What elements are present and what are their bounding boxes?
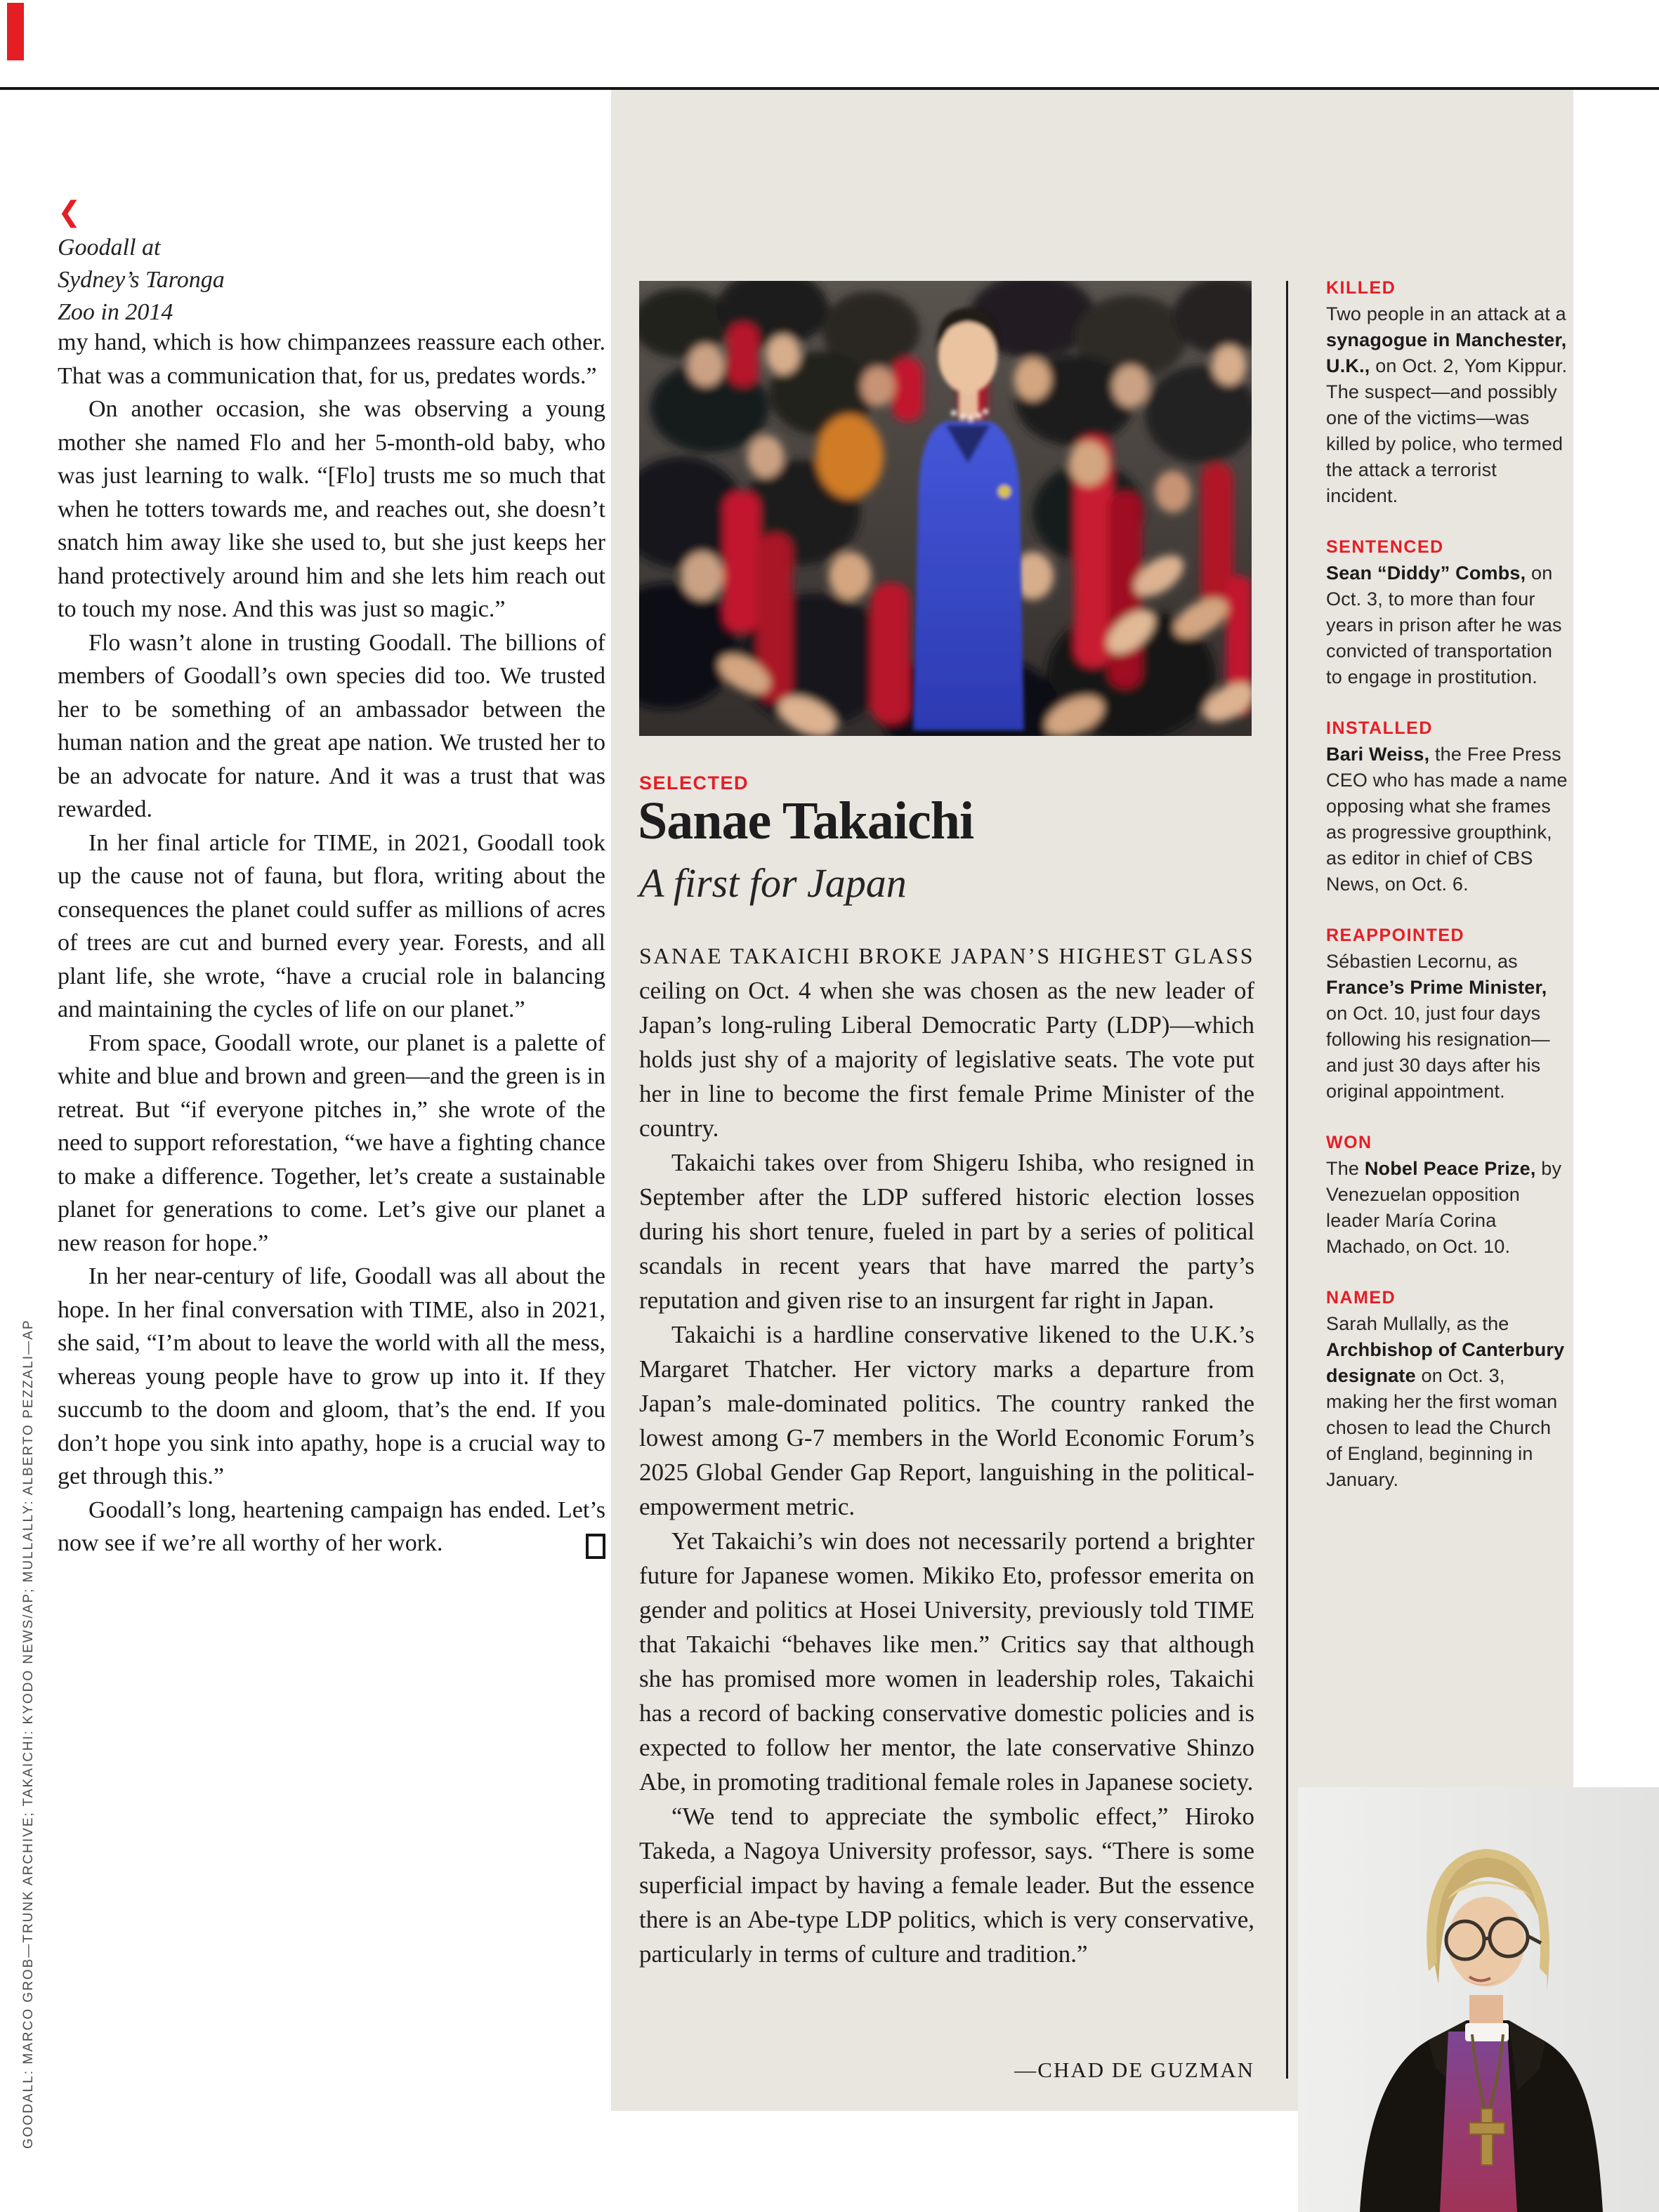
milestone-label: SENTENCED bbox=[1326, 537, 1444, 557]
milestone-text: Sean “Diddy” Combs, on Oct. 3, to more than four years in prison after he was convicted of transportation to engage in prostitution. bbox=[1326, 562, 1562, 687]
goodall-article-body bbox=[58, 326, 605, 1560]
feature-subtitle: A first for Japan bbox=[639, 860, 907, 906]
milestones-sidebar bbox=[1326, 275, 1572, 1518]
article-paragraph: my hand, which is how chimpanzees reassure each other. That was a communication that, for us, predates words.” bbox=[58, 329, 605, 389]
caption-line: Sydney’s Taronga bbox=[58, 267, 225, 293]
milestone-label: REAPPOINTED bbox=[1326, 926, 1465, 945]
milestone-entry bbox=[1326, 1130, 1572, 1260]
lead-smallcaps: SANAE TAKAICHI BROKE JAPAN’S HIGHEST GLASS bbox=[639, 943, 1254, 968]
article-paragraph: Takaichi takes over from Shigeru Ishiba, who resigned in September after the LDP suffered historic election losses during his short tenure, fueled in part by a series of political scandals in recent years that have marred the party’s reputation and given rise to an insurgent far right in Japan. bbox=[639, 1149, 1254, 1314]
caption-line: Goodall at bbox=[58, 235, 161, 261]
article-paragraph: Takaichi is a hardline conservative likened to the U.K.’s Margaret Thatcher. Her victory marks a departure from Japan’s male-dominated politics. The country ranked the lowest among G-7 members in the World Economic Forum’s 2025 Global Gender Gap Report, languishing in the political-empowerment metric. bbox=[639, 1321, 1254, 1520]
article-paragraph: In her near-century of life, Goodall was all about the hope. In her final conversation with TIME, also in 2021, she said, “I’m about to leave the world with all the mess, whereas young people have to grow up into it. If they succumb to the doom and gloom, that’s the end. If you don’t hope you sink into apathy, hope is a crucial way to get through this.” bbox=[58, 1263, 605, 1489]
milestone-text: Bari Weiss, the Free Press CEO who has made a name opposing what she frames as progressive groupthink, as editor in chief of CBS News, on Oct. 6. bbox=[1326, 744, 1568, 895]
spine-red-mark bbox=[7, 3, 24, 60]
feature-title: Sanae Takaichi bbox=[638, 791, 974, 850]
caption-back-chevron-icon: ❮ bbox=[58, 196, 81, 228]
goodall-photo-caption bbox=[58, 198, 282, 329]
milestone-text: The Nobel Peace Prize, by Venezuelan opposition leader María Corina Machado, on Oct. 10. bbox=[1326, 1158, 1562, 1257]
article-paragraph: Goodall’s long, heartening campaign has ended. Let’s now see if we’re all worthy of her work. bbox=[58, 1494, 605, 1560]
article-paragraph: Flo wasn’t alone in trusting Goodall. The billions of members of Goodall’s own species did too. We trusted her to be something of an ambassador between the human nation and the great ape nation. We trusted her to be an advocate for nature. And it was a trust that was rewarded. bbox=[58, 629, 605, 822]
milestone-label: KILLED bbox=[1326, 278, 1396, 298]
takaichi-crowd-photo bbox=[639, 281, 1252, 736]
milestone-entry bbox=[1326, 716, 1572, 897]
end-of-article-mark bbox=[586, 1534, 605, 1559]
milestone-label: NAMED bbox=[1326, 1288, 1396, 1308]
milestone-text: Sébastien Lecornu, as France’s Prime Minister, on Oct. 10, just four days following his resignation—and just 30 days after his original appointment. bbox=[1326, 951, 1550, 1102]
article-paragraph: In her final article for TIME, in 2021, Goodall took up the cause not of fauna, but flora, writing about the consequences the planet could suffer as millions of acres of trees are cut and burned every year. Forests, and all plant life, she wrote, “have a crucial role in balancing and maintaining the cycles of life on our planet.” bbox=[58, 829, 605, 1022]
milestone-label: INSTALLED bbox=[1326, 718, 1433, 738]
column-divider-rule bbox=[1286, 281, 1288, 2079]
photo-credit: GOODALL: MARCO GROB—TRUNK ARCHIVE; TAKAICHI: KYODO NEWS/AP; MULLALLY: ALBERTO PEZZALI—AP bbox=[21, 1319, 36, 2149]
feature-article-body bbox=[639, 938, 1254, 1971]
milestone-entry bbox=[1326, 534, 1572, 690]
article-paragraph: “We tend to appreciate the symbolic effect,” Hiroko Takeda, a Nagoya University professor, says. “There is some superficial impact by having a female leader. But the essence there is an Abe-type LDP politics, which is very conservative, particularly in terms of culture and tradition.” bbox=[639, 1803, 1254, 1968]
milestone-text: Sarah Mullally, as the Archbishop of Canterbury designate on Oct. 3, making her the first woman chosen to lead the Church of England, beginning in January. bbox=[1326, 1313, 1565, 1490]
feature-lead-paragraph: SANAE TAKAICHI BROKE JAPAN’S HIGHEST GLASS ceiling on Oct. 4 when she was chosen as the new leader of Japan’s long-ruling Liberal Democratic Party (LDP)—which holds just shy of a majority of legislative seats. The vote put her in line to become the first female Prime Minister of the country. bbox=[639, 943, 1254, 1142]
mullally-photo bbox=[1298, 1787, 1659, 2212]
caption-line: Zoo in 2014 bbox=[58, 299, 173, 325]
milestone-entry bbox=[1326, 1285, 1572, 1493]
caption-lines bbox=[58, 232, 282, 329]
article-paragraph: On another occasion, she was observing a young mother she named Flo and her 5-month-old baby, who was just learning to walk. “[Flo] trusts me so much that when he totters towards me, and reaches out, she doesn’t snatch him away like she used to, but she just keeps her hand protectively around him and she lets him reach out to touch my nose. And this was just so magic.” bbox=[58, 396, 605, 622]
milestone-entry bbox=[1326, 275, 1572, 509]
milestone-text: Two people in an attack at a synagogue in Manchester, U.K., on Oct. 2, Yom Kippur. The suspect—and possibly one of the victims—was killed by police, who termed the attack a terrorist incident. bbox=[1326, 303, 1568, 506]
milestone-entry bbox=[1326, 923, 1572, 1105]
article-paragraph: From space, Goodall wrote, our planet is a palette of white and blue and brown and green—and the green is in retreat. But “if everyone pitches in,” she wrote of the need to support reforestation, “we have a fighting chance to make a difference. Together, let’s create a sustainable planet for generations to come. Let’s give our planet a new reason for hope.” bbox=[58, 1029, 605, 1256]
feature-byline: —CHAD DE GUZMAN bbox=[1014, 2058, 1254, 2082]
feature-kicker: SELECTED bbox=[639, 772, 749, 794]
milestone-label: WON bbox=[1326, 1133, 1372, 1152]
article-paragraph: Yet Takaichi’s win does not necessarily portend a brighter future for Japanese women. Mikiko Eto, professor emerita on gender and politics at Hosei University, previously told TIME that Takaichi “behaves like men.” Critics say that although she has promised more women in leadership roles, Takaichi has a record of backing conservative domestic policies and is expected to follow her mentor, the late conservative Shinzo Abe, in promoting traditional female roles in Japanese society. bbox=[639, 1527, 1254, 1796]
